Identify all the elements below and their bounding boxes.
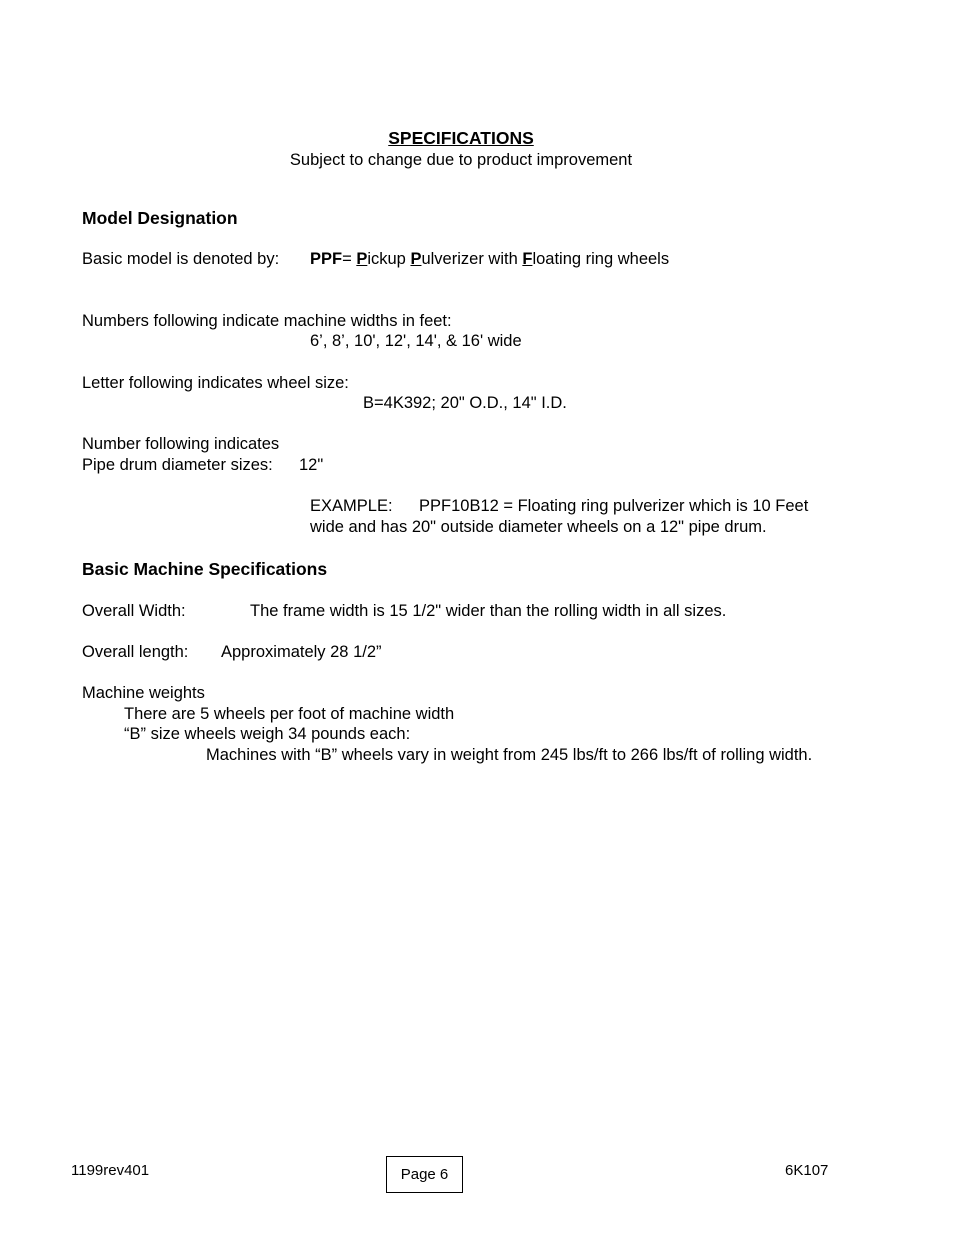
- machine-weights-line-2: “B” size wheels weigh 34 pounds each:: [124, 725, 411, 743]
- example-line-2: wide and has 20" outside diameter wheels on a 12" pipe drum.: [310, 518, 767, 536]
- number-label-line-1: Number following indicates: [82, 435, 280, 453]
- numbers-label: Numbers following indicate machine widths in feet:: [82, 312, 452, 330]
- number-label-line-2: Pipe drum diameter sizes:: [82, 456, 273, 474]
- footer-revision: 1199rev401: [71, 1162, 150, 1179]
- ppf-equals: =: [342, 250, 357, 268]
- machine-weights-label: Machine weights: [82, 684, 205, 702]
- machine-weights-line-1: There are 5 wheels per foot of machine width: [124, 705, 455, 723]
- example-line-1: PPF10B12 = Floating ring pulverizer which is 10 Feet: [419, 497, 809, 515]
- overall-length-label: Overall length:: [82, 643, 189, 661]
- overall-width-label: Overall Width:: [82, 602, 186, 620]
- example-label: EXAMPLE:: [310, 497, 393, 515]
- page-title: SPECIFICATIONS: [388, 128, 534, 148]
- ppf-word-loating: loating ring wheels: [532, 250, 670, 268]
- footer-document-code: 6K107: [785, 1162, 829, 1179]
- letter-value: B=4K392; 20" O.D., 14" I.D.: [363, 394, 567, 412]
- page-subtitle: Subject to change due to product improvement: [289, 151, 633, 169]
- ppf-letter-f: F: [522, 250, 533, 268]
- letter-label: Letter following indicates wheel size:: [82, 374, 349, 392]
- page-number-box: [386, 1156, 463, 1193]
- ppf-word-ickup: ickup: [367, 250, 411, 268]
- ppf-definition: [310, 250, 669, 270]
- number-value: 12": [299, 456, 324, 474]
- ppf-code: PPF: [310, 250, 343, 268]
- ppf-word-ulverizer: ulverizer with: [421, 250, 523, 268]
- basic-model-label: Basic model is denoted by:: [82, 250, 280, 268]
- page-number: Page 6: [400, 1166, 449, 1183]
- overall-length-value: Approximately 28 1/2”: [221, 643, 382, 661]
- ppf-letter-p2: P: [410, 250, 422, 268]
- model-designation-heading: Model Designation: [82, 208, 238, 228]
- overall-width-value: The frame width is 15 1/2" wider than the rolling width in all sizes.: [250, 602, 727, 620]
- ppf-letter-p1: P: [356, 250, 368, 268]
- basic-specs-heading: Basic Machine Specifications: [82, 559, 328, 579]
- numbers-value: 6’, 8’, 10', 12', 14', & 16' wide: [310, 332, 522, 350]
- machine-weights-line-3: Machines with “B” wheels vary in weight from 245 lbs/ft to 266 lbs/ft of rolling width.: [206, 746, 813, 764]
